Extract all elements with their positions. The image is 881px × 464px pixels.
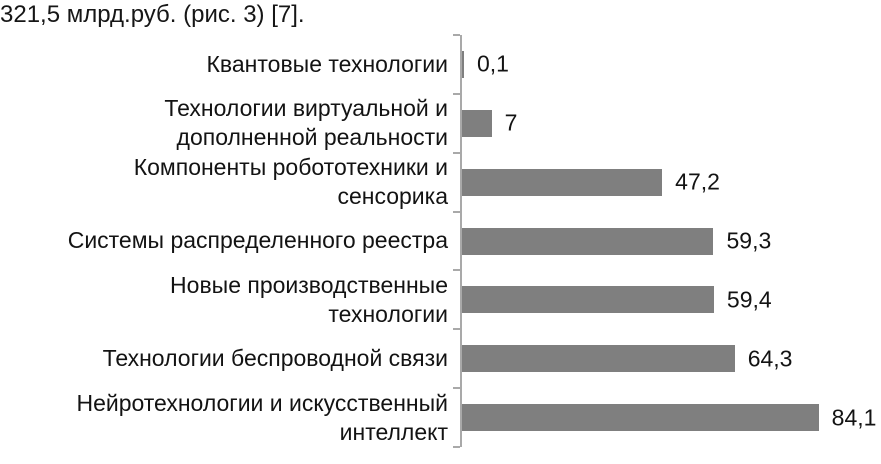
category-label: Квантовые технологии — [206, 50, 448, 77]
category-label: Технологии виртуальной и дополненной реальности — [164, 95, 448, 151]
category-label: Технологии беспроводной связи — [102, 345, 448, 372]
bar — [462, 345, 735, 372]
category-label: Компоненты робототехники и сенсорика — [133, 154, 448, 210]
category-label: Системы распределенного реестра — [67, 227, 448, 254]
axis-tick-mark — [453, 269, 460, 271]
axis-tick-mark — [453, 446, 460, 448]
category-label: Нейротехнологии и искусственный интеллект — [76, 389, 448, 445]
bar — [462, 404, 819, 431]
value-label: 64,3 — [747, 345, 793, 372]
figure-caption-text: 321,5 млрд.руб. (рис. 3) [7]. — [0, 1, 305, 28]
value-label: 7 — [504, 109, 518, 136]
axis-tick-mark — [453, 211, 460, 213]
value-label: 59,3 — [726, 227, 772, 254]
value-label: 59,4 — [726, 286, 772, 313]
category-label: Новые производственные технологии — [170, 271, 448, 327]
axis-tick-mark — [453, 93, 460, 95]
bar — [462, 228, 713, 255]
bar — [462, 51, 464, 78]
value-label: 0,1 — [477, 50, 509, 77]
bar — [462, 286, 714, 313]
axis-tick-mark — [453, 152, 460, 154]
value-label: 84,1 — [831, 404, 877, 431]
bar — [462, 110, 492, 137]
axis-tick-mark — [453, 328, 460, 330]
value-label: 47,2 — [675, 168, 720, 195]
axis-tick-mark — [453, 34, 460, 36]
bar — [462, 169, 662, 196]
axis-tick-mark — [453, 387, 460, 389]
